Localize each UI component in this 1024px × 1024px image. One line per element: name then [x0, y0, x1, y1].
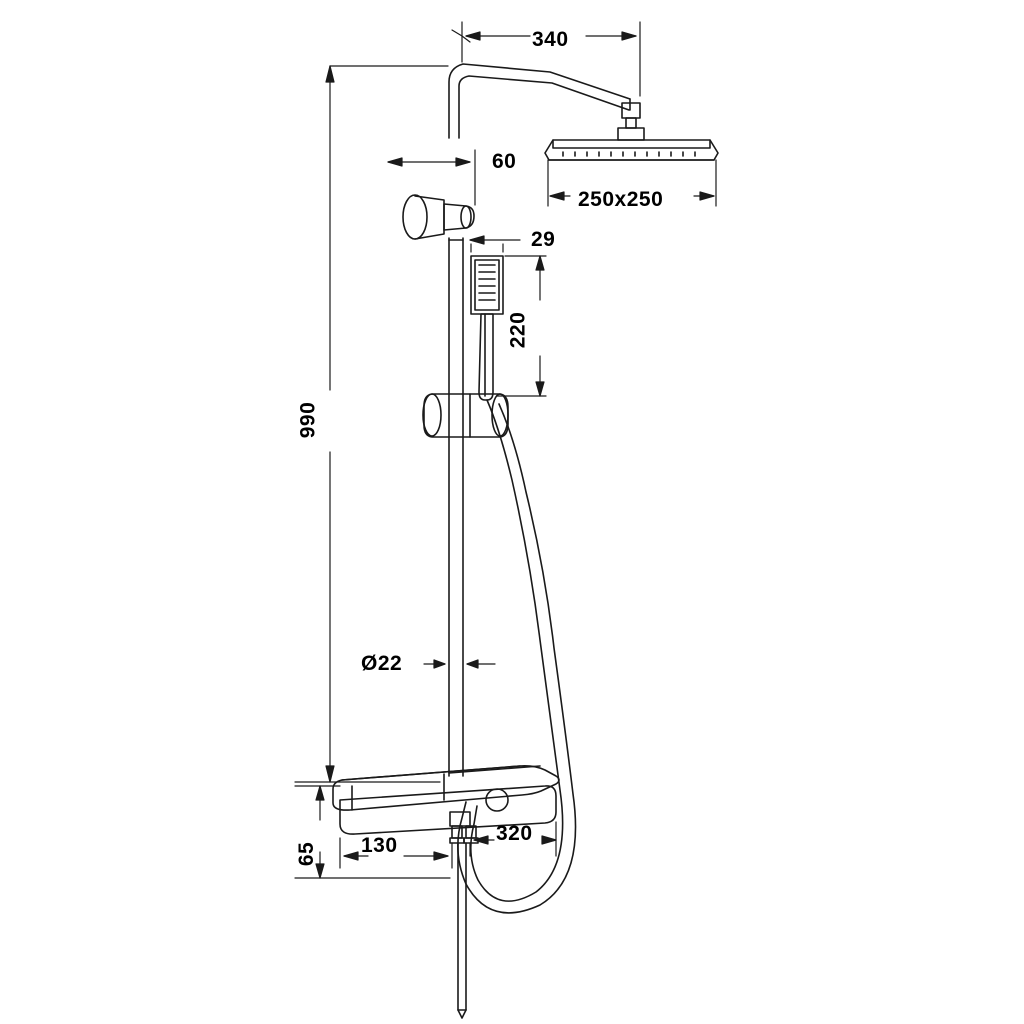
dimension-label-head-size: 250x250 — [578, 188, 664, 211]
dimension-label-riser-diameter: Ø22 — [361, 652, 403, 675]
upper-bracket — [403, 195, 474, 239]
slider-bracket — [423, 394, 508, 437]
dimension-label-riser-offset: 60 — [492, 150, 517, 173]
rain-shower-head — [545, 140, 718, 160]
dimension-label-inlet-spacing: 130 — [361, 834, 398, 857]
dimension-label-total-height: 990 — [296, 401, 320, 439]
dimension-label-mixer-height: 65 — [295, 841, 319, 867]
dimension-label-shelf-width: 320 — [496, 822, 533, 845]
handset — [471, 256, 503, 400]
dimension-label-spout-reach: 340 — [532, 28, 569, 51]
shower-arm — [449, 64, 630, 138]
head-connector — [618, 103, 644, 140]
dimension-label-handset-length: 220 — [506, 311, 530, 349]
dimension-label-handset-offset: 29 — [531, 228, 556, 251]
outlet-wand — [458, 843, 466, 1018]
riser-rail — [449, 238, 463, 776]
